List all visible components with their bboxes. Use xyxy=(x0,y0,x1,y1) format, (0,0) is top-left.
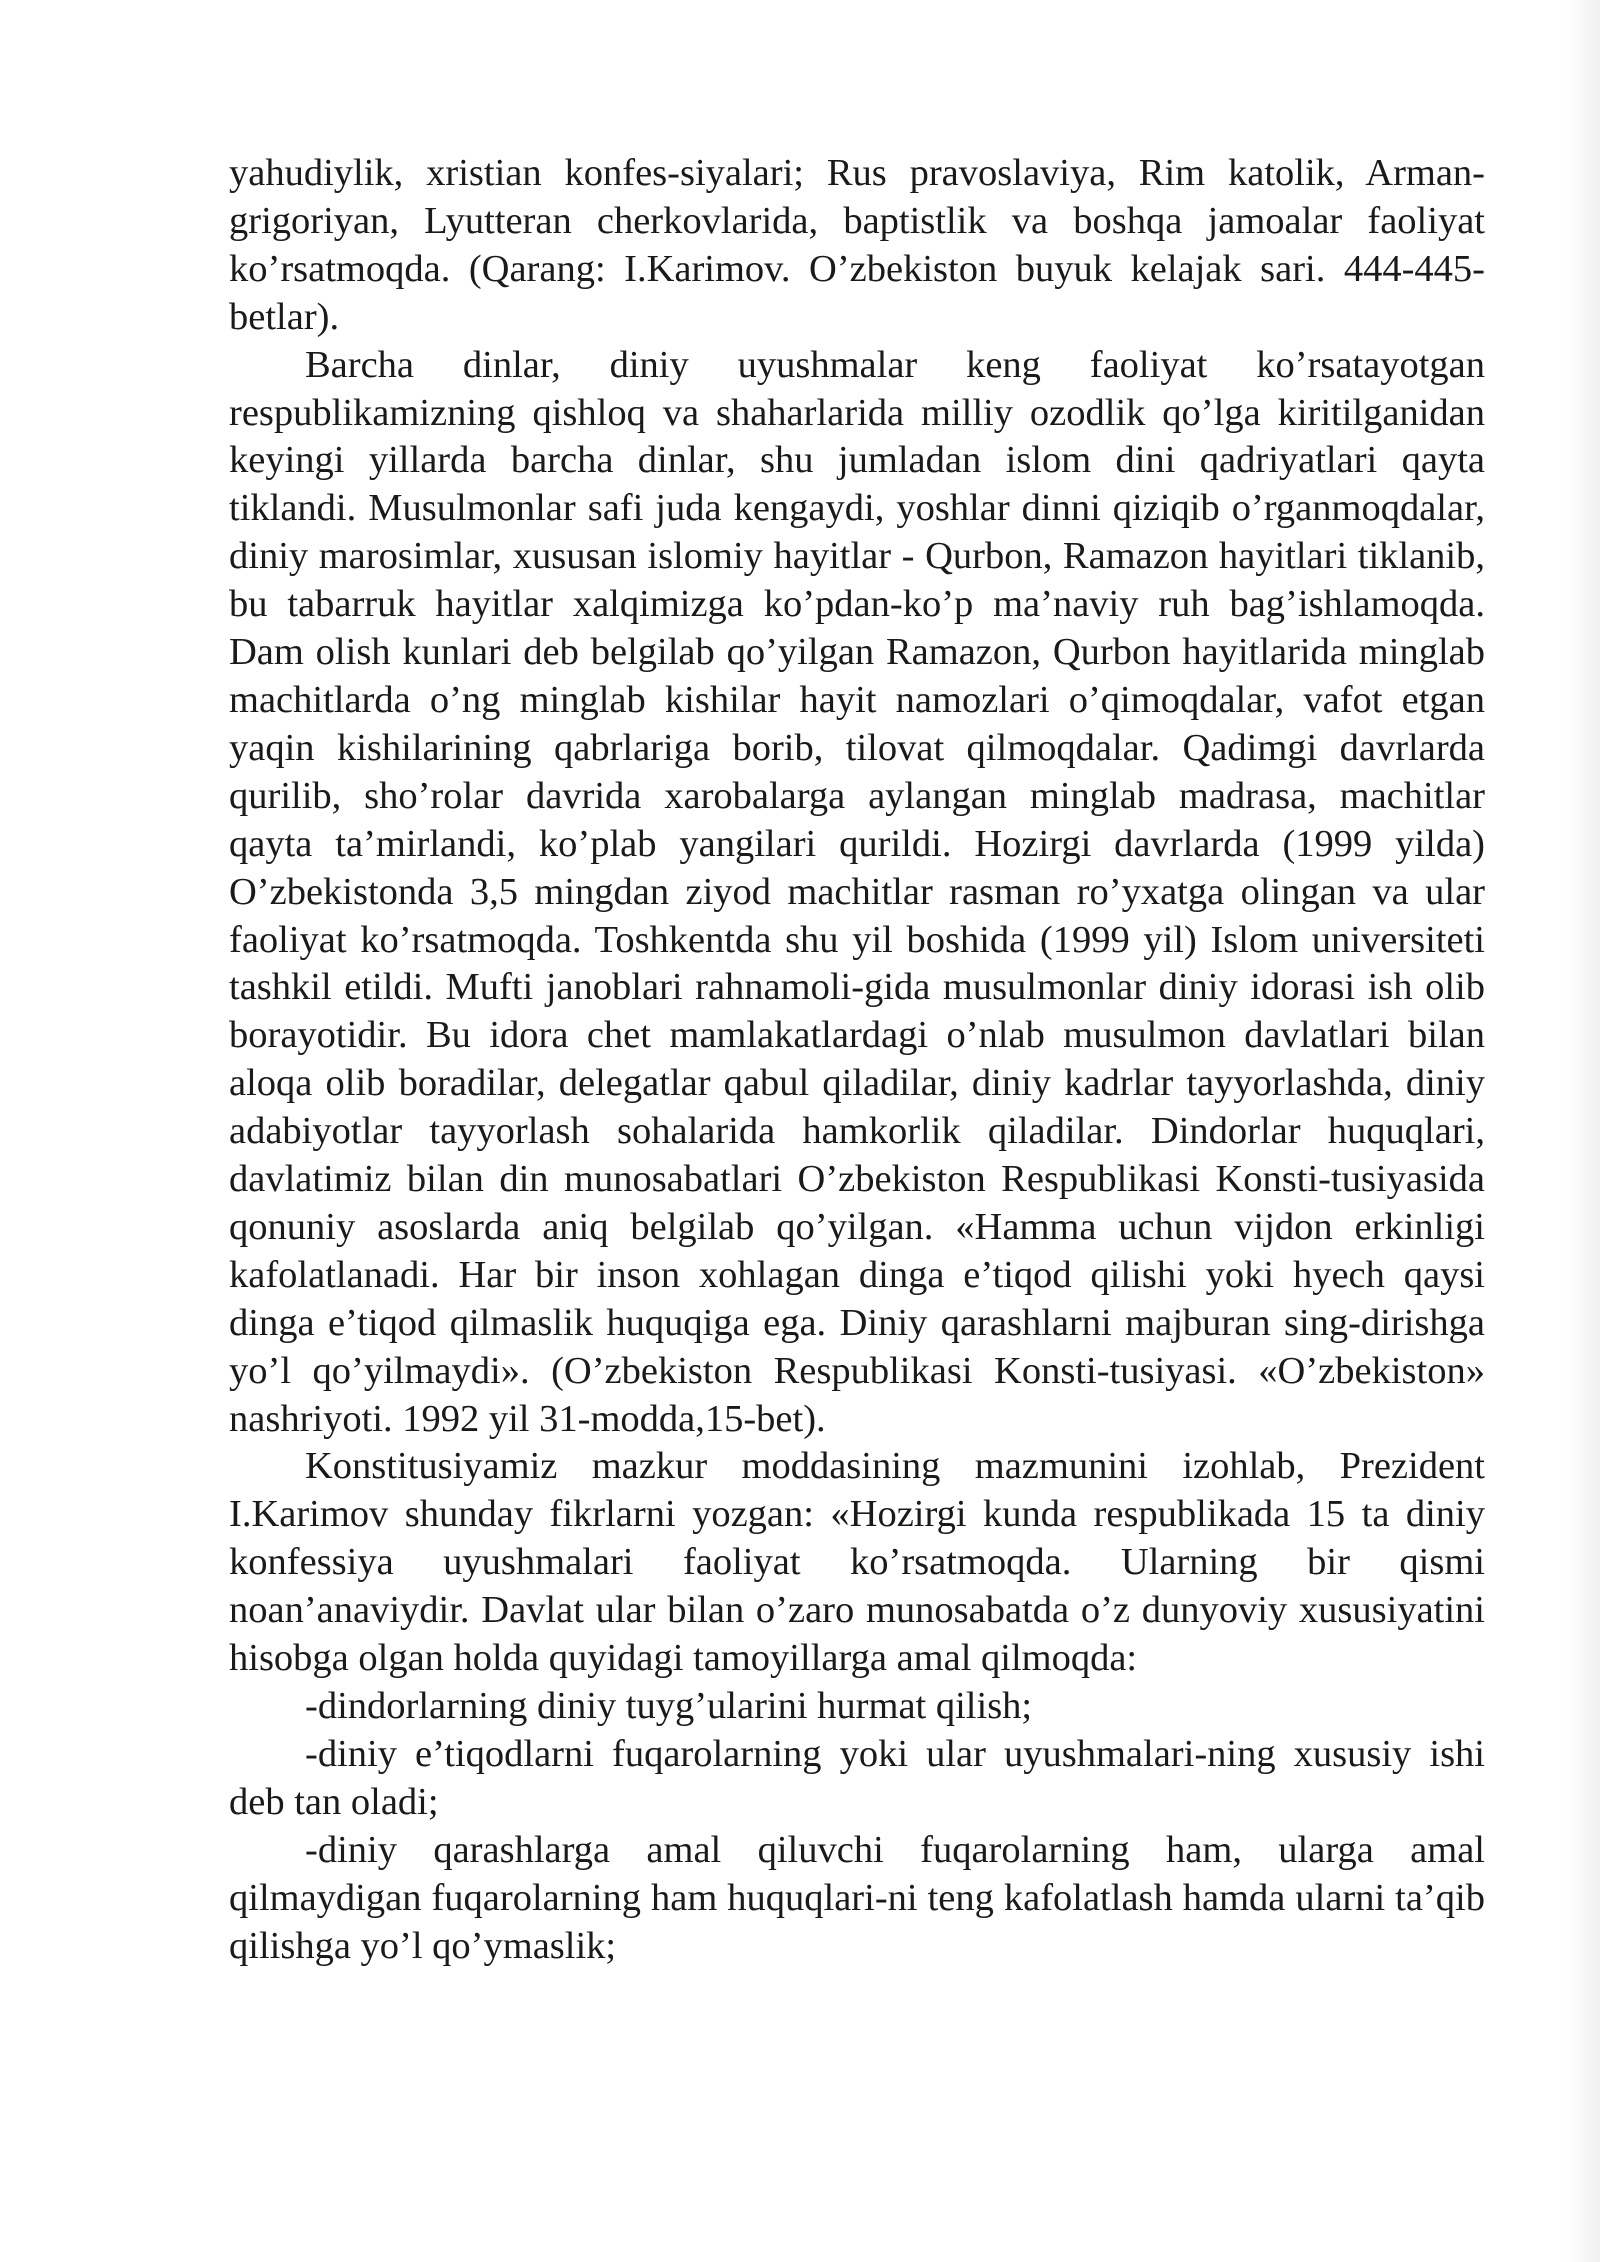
page-edge-shadow xyxy=(1566,0,1600,2262)
list-item xyxy=(229,1683,1485,1731)
paragraph-religions-revival: Barcha dinlar, diniy uyushmalar keng faoliyat ko’rsatayotgan respublikamizning qishloq va shaharlarida milliy ozodlik qo’lga kiritilganidan keyingi yillarda barcha dinlar, shu jumladan islom dini qadriyatlari qayta tiklandi. Musulmonlar safi juda kengaydi, yoshlar dinni qiziqib o’rganmoqdalar, diniy marosimlar, xususan islomiy hayitlar - Qurbon, Ramazon hayitlari tiklanib, bu tabarruk hayitlar xalqimizga ko’pdan-ko’p ma’naviy ruh bag’ishlamoqda. Dam olish kunlari deb belgilab qo’yilgan Ramazon, Qurbon hayitlarida minglab machitlarda o’ng minglab kishilar hayit namozlari o’qimoqdalar, vafot etgan yaqin kishilarining qabrlariga borib, tilovat qilmoqdalar. Qadimgi davrlarda qurilib, sho’rolar davrida xarobalarga aylangan minglab madrasa, machitlar qayta ta’mirlandi, ko’plab yangilari qurildi. Hozirgi davrlarda (1999 yilda) O’zbekistonda 3,5 mingdan ziyod machitlar rasman ro’yxatga olingan va ular faoliyat ko’rsatmoqda. Toshkentda shu yil boshida (1999 yil) Islom universiteti tashkil etildi. Mufti janoblari rahnamoli-gida musulmonlar diniy idorasi ish olib borayotidir. Bu idora chet mamlakatlardagi o’nlab musulmon davlatlari bilan aloqa olib boradilar, delegatlar qabul qiladilar, diniy kadrlar tayyorlashda, diniy adabiyotlar tayyorlash sohalarida hamkorlik qiladilar. Dindorlar huquqlari, davlatimiz bilan din munosabatlari O’zbekiston Respublikasi Konsti-tusiyasida qonuniy asoslarda aniq belgilab qo’yilgan. «Hamma uchun vijdon erkinligi kafolatlanadi. Har bir inson xohlagan dinga e’tiqod qilishi yoki hyech qaysi dinga e’tiqod qilmaslik huquqiga ega. Diniy qarashlarni majburan sing-dirishga yo’l qo’yilmaydi». (O’zbekiston Respublikasi Konsti-tusiyasi. «O’zbekiston» nashriyoti. 1992 yil 31-modda,15-bet). xyxy=(229,343,1485,1440)
list-item-text: diniy qarashlarga amal qiluvchi fuqarolarning ham, ularga amal qilmaydigan fuqarolarning ham huquqlari-ni teng kafolatlash hamda ularni ta’qib qilishga yo’l qo’ymaslik; xyxy=(229,1828,1485,1967)
list-item xyxy=(229,1827,1485,1971)
paragraph-continuation: yahudiylik, xristian konfes-siyalari; Rus pravoslaviya, Rim katolik, Arman-grigoriyan, Lyutteran cherkovlarida, baptistlik va boshqa jamoalar faoliyat ko’rsatmoqda. (Qarang: I.Karimov. O’zbekiston buyuk kelajak sari. 444-445-betlar). xyxy=(229,152,1485,338)
list-dash: - xyxy=(305,1828,318,1871)
paragraph-constitution-commentary: Konstitusiyamiz mazkur moddasining mazmunini izohlab, Prezident I.Karimov shunday fikrlarni yozgan: «Hozirgi kunda respublikada 15 ta diniy konfessiya uyushmalari faoliyat ko’rsatmoqda. Ularning bir qismi noan’anaviydir. Davlat ular bilan o’zaro munosabatda o’z dunyoviy xususiyatini hisobga olgan holda quyidagi tamoyillarga amal qilmoqda: xyxy=(229,1445,1485,1680)
body-text xyxy=(229,150,1485,1970)
list-item xyxy=(229,1731,1485,1827)
list-item-text: diniy e’tiqodlarni fuqarolarning yoki ular uyushmalari-ning xususiy ishi deb tan oladi; xyxy=(229,1732,1485,1823)
list-dash: - xyxy=(305,1685,318,1727)
list-dash: - xyxy=(305,1732,318,1775)
list-item-text: dindorlarning diniy tuyg’ularini hurmat qilish; xyxy=(317,1685,1033,1727)
